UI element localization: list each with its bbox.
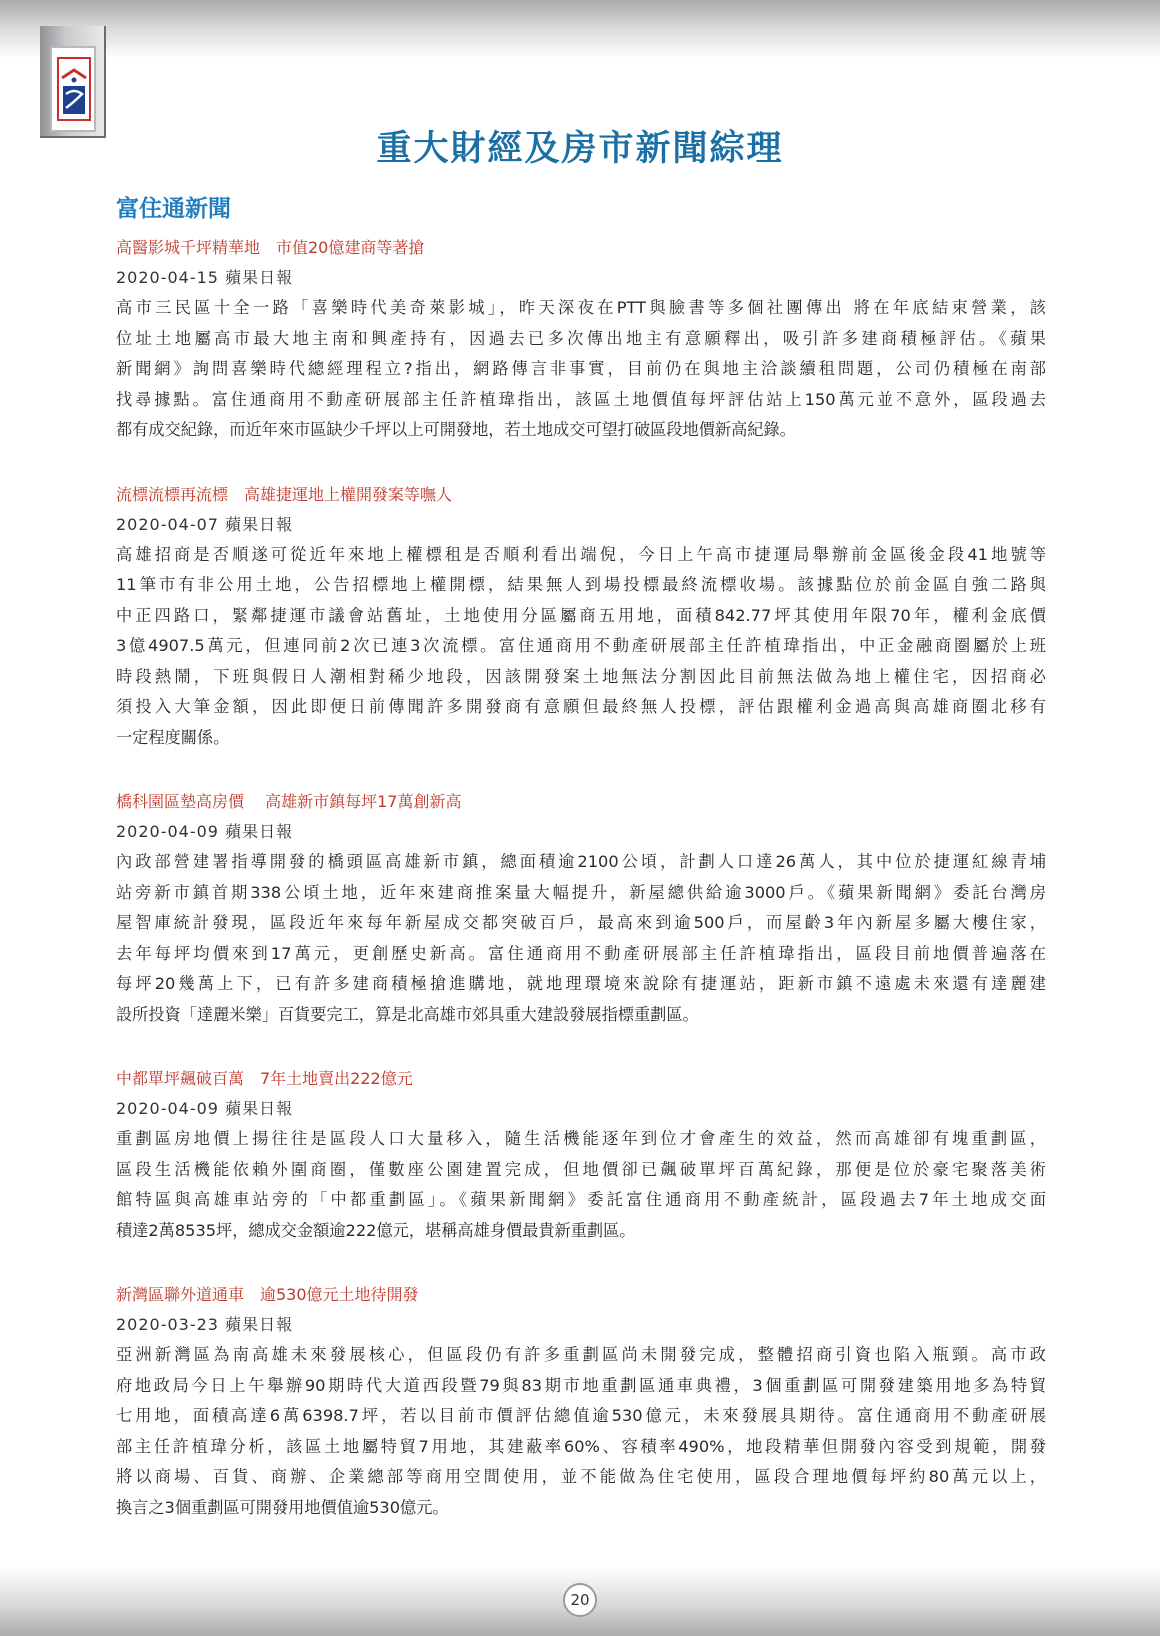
page-title: 重大財經及房市新聞綜理 [376,129,784,169]
article-body-line: 一定程度關係。 [116,727,230,747]
article-body-line: 高雄招商是否順遂可從近年來地上權標租是否順利看出端倪，今日上午高市捷運局舉辦前金區後金段41地號等 [116,544,1046,564]
article-body-line: 11筆市有非公用土地，公告招標地上權開標，結果無人到場投標最終流標收場。該據點位於前金區自強二路與 [116,575,1046,594]
news-article [116,480,1046,754]
article-list [116,233,1046,1557]
article-body [116,293,1046,446]
news-article [116,233,1046,446]
article-title: 中都單坪飆破百萬 7年土地賣出222億元 [116,1069,413,1088]
article-date-source: 2020-04-15 蘋果日報 [116,268,294,287]
article-body-line: 每坪20幾萬上下，已有許多建商積極搶進購地，就地理環境來說除有捷運站，距新市鎮不遠處未來還有達麗建 [116,974,1046,993]
article-date-source: 2020-04-09 蘋果日報 [116,822,294,841]
article-body-line: 須投入大筆金額，因此即便日前傳聞許多開發商有意願但最終無人投標，評估跟權利金過高與高雄商圈北移有 [116,697,1046,716]
article-body [116,1124,1046,1246]
article-title: 流標流標再流標 高雄捷運地上權開發案等嘸人 [116,484,453,504]
header-band [0,0,1160,60]
article-body-line: 高市三民區十全一路「喜樂時代美奇萊影城」，昨天深夜在PTT與臉書等多個社團傳出 將在年底結束營業，該 [116,298,1046,317]
company-emblem-icon [50,46,96,132]
article-body-line: 3億4907.5萬元，但連同前2次已連3次流標。富住通商用不動產研展部主任許植瑋指出，中正金融商圈屬於上班 [116,636,1046,655]
news-article [116,1280,1046,1523]
article-body-line: 館特區與高雄車站旁的「中都重劃區」。《蘋果新聞網》委託富住通商用不動產統計，區段過去7年土地成交面 [116,1190,1046,1209]
article-body-line: 站旁新市鎮首期338公頃土地，近年來建商推案量大幅提升，新屋總供給逾3000戶。《蘋果新聞網》委託台灣房 [116,882,1046,902]
section-heading: 富住通新聞 [116,196,231,222]
article-body-line: 七用地，面積高達6萬6398.7坪，若以目前市價評估總值逾530億元，未來發展具期待。富住通商用不動產研展 [116,1406,1046,1425]
article-body-line: 屋智庫統計發現，區段近年來每年新屋成交都突破百戶，最高來到逾500戶，而屋齡3年內新屋多屬大樓住家， [116,913,1046,932]
article-body-line: 位址土地屬高市最大地主南和興產持有，因過去已多次傳出地主有意願釋出，吸引許多建商積極評估。《蘋果 [116,328,1046,348]
article-body-line: 重劃區房地價上揚往往是區段人口大量移入，隨生活機能逐年到位才會產生的效益，然而高雄卻有塊重劃區， [116,1129,1046,1148]
article-title: 橋科園區墊高房價 高雄新市鎮每坪17萬創新高 [116,792,462,811]
article-body [116,1340,1046,1523]
article-date-source: 2020-04-09 蘋果日報 [116,1099,294,1118]
article-body-line: 將以商場、百貨、商辦、企業總部等商用空間使用，並不能做為住宅使用，區段合理地價每坪約80萬元以上， [116,1467,1046,1486]
article-body-line: 找尋據點。富住通商用不動產研展部主任許植瑋指出，該區土地價值每坪評估站上150萬元並不意外，區段過去 [116,389,1046,409]
article-date-source: 2020-03-23 蘋果日報 [116,1315,294,1334]
news-article [116,1064,1046,1246]
article-body-line: 設所投資「達麗米樂」百貨要完工，算是北高雄市郊具重大建設發展指標重劃區。 [116,1004,699,1024]
article-body-line: 內政部營建署指導開發的橋頭區高雄新市鎮，總面積逾2100公頃，計劃人口達26萬人，其中位於捷運紅線青埔 [116,852,1046,871]
article-body [116,540,1046,754]
article-body-line: 區段生活機能依賴外圍商圈，僅數座公園建置完成，但地價卻已飆破單坪百萬紀錄，那便是位於豪宅聚落美術 [116,1159,1046,1179]
article-body-line: 府地政局今日上午舉辦90期時代大道西段暨79與83期市地重劃區通車典禮，3個重劃區可開發建築用地多為特貿 [116,1375,1046,1395]
article-title: 高醫影城千坪精華地 市值20億建商等著搶 [116,238,425,257]
article-body-line: 積達2萬8535坪，總成交金額逾222億元，堪稱高雄身價最貴新重劃區。 [116,1220,636,1240]
article-body-line: 都有成交紀錄，而近年來市區缺少千坪以上可開發地，若土地成交可望打破區段地價新高紀錄。 [116,420,796,439]
article-body-line: 時段熱鬧，下班與假日人潮相對稀少地段，因該開發案土地無法分割因此目前無法做為地上權住宅，因招商必 [116,666,1046,686]
article-body-line: 去年每坪均價來到17萬元，更創歷史新高。富住通商用不動產研展部主任許植瑋指出，區段目前地價普遍落在 [116,943,1046,963]
article-body [116,847,1046,1030]
article-body-line: 新聞網》詢問喜樂時代總經理程立?指出，網路傳言非事實，目前仍在與地主洽談續租問題，公司仍積極在南部 [116,359,1046,378]
article-date-source: 2020-04-07 蘋果日報 [116,514,294,534]
article-body-line: 中正四路口，緊鄰捷運市議會站舊址，土地使用分區屬商五用地，面積842.77坪其使用年限70年，權利金底價 [116,605,1046,625]
article-body-line: 亞洲新灣區為南高雄未來發展核心，但區段仍有許多重劃區尚未開發完成，整體招商引資也陷入瓶頸。高市政 [116,1345,1046,1364]
news-article [116,787,1046,1030]
article-body-line: 部主任許植瑋分析，該區土地屬特貿7用地，其建蔽率60%、容積率490%，地段精華但開發內容受到規範，開發 [116,1436,1046,1456]
article-title: 新灣區聯外道通車 逾530億元土地待開發 [116,1285,419,1304]
page-number: 20 [563,1583,597,1617]
article-body-line: 換言之3個重劃區可開發用地價值逾530億元。 [116,1497,449,1517]
